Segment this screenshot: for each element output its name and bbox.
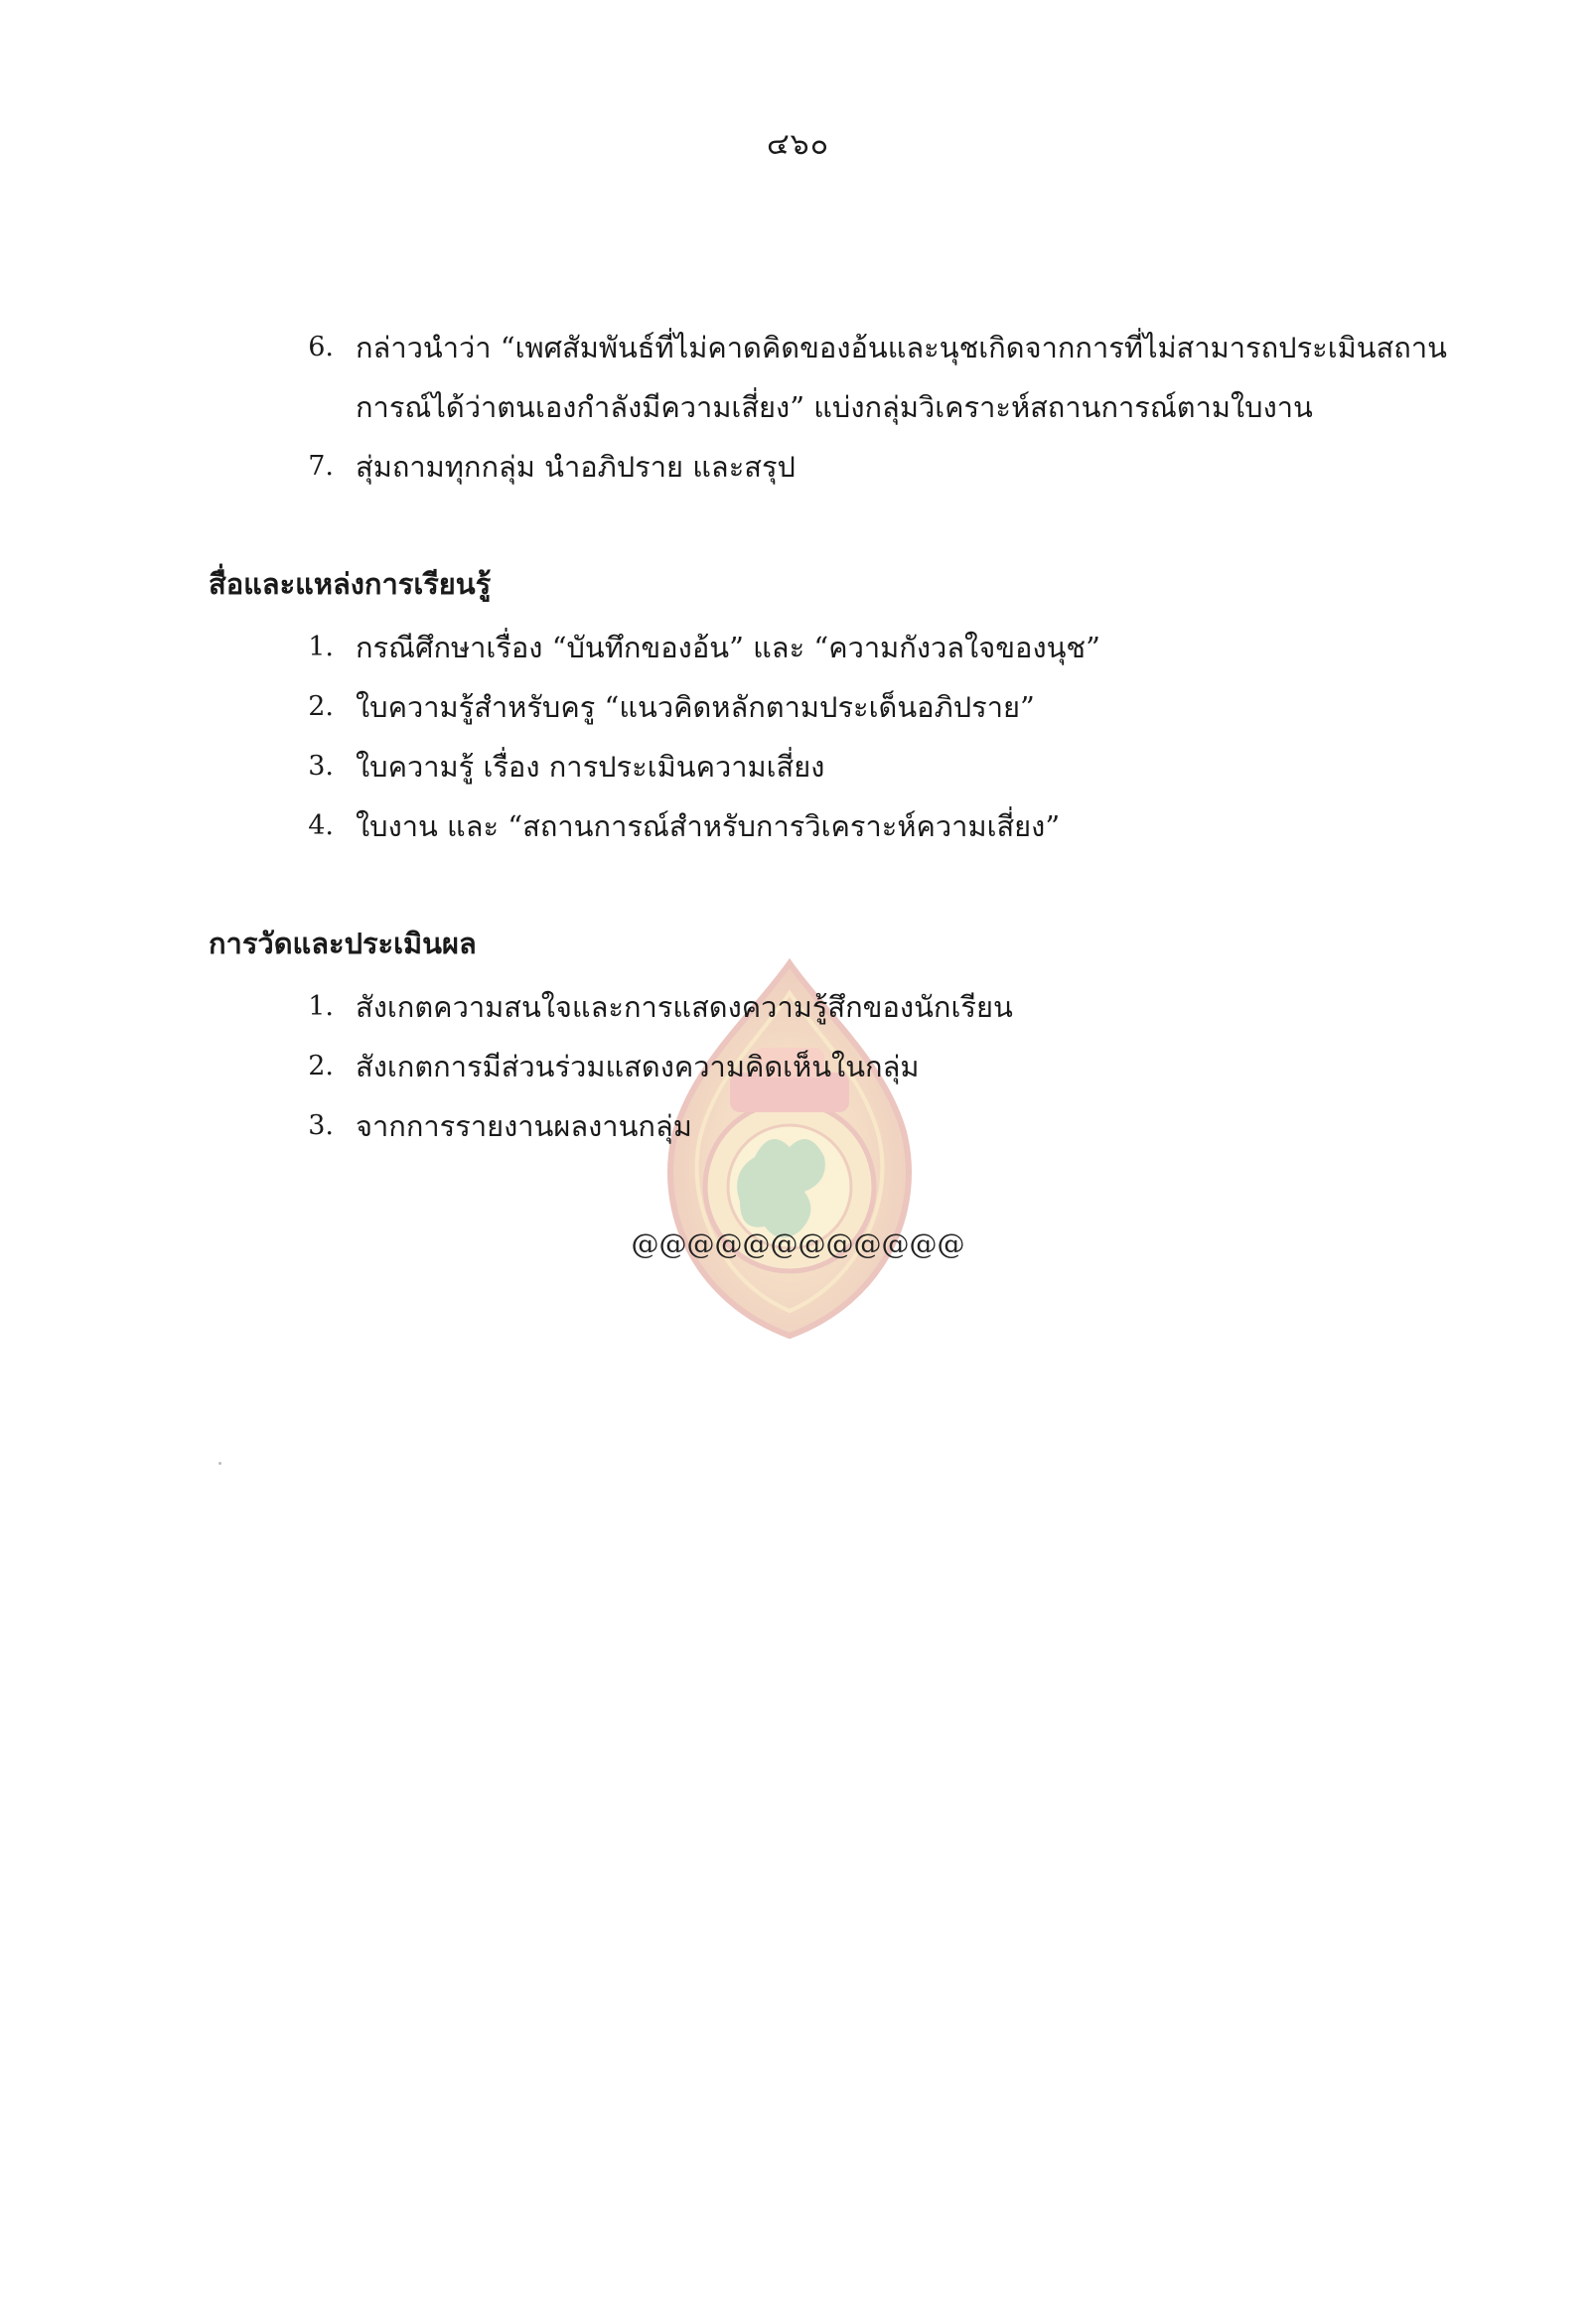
list-item-text-continued: การณ์ได้ว่าตนเองกำลังมีความเสี่ยง” แบ่งกลุ่มวิเคราะห์สถานการณ์ตามใบงาน	[356, 390, 1313, 424]
media-heading: สื่อและแหล่งการเรียนรู้	[209, 567, 492, 601]
scan-speck	[218, 1462, 221, 1465]
list-item-text: สุ่มถามทุกกลุ่ม นำอภิปราย และสรุป	[356, 450, 796, 484]
list-item-number: 2.	[308, 691, 334, 722]
list-item-text: สังเกตความสนใจและการแสดงความรู้สึกของนักเรียน	[356, 990, 1013, 1024]
list-item-number: 3.	[308, 1110, 334, 1141]
list-item-text: สังเกตการมีส่วนร่วมแสดงความคิดเห็นในกลุ่ม	[356, 1050, 920, 1083]
list-item-number: 1.	[308, 632, 334, 662]
list-item-number: 2.	[308, 1051, 334, 1081]
list-item-number: 7.	[308, 451, 334, 482]
evaluation-heading: การวัดและประเมินผล	[209, 927, 477, 960]
list-item-text: จากการรายงานผลงานกลุ่ม	[356, 1109, 692, 1143]
list-item-number: 6.	[308, 332, 334, 362]
list-item-text: ใบงาน และ “สถานการณ์สำหรับการวิเคราะห์ความเสี่ยง”	[356, 809, 1061, 843]
closing-ornament: @@@@@@@@@@@@	[631, 1227, 965, 1260]
list-item-text: ใบความรู้ เรื่อง การประเมินความเสี่ยง	[356, 750, 825, 784]
list-item-number: 1.	[308, 991, 334, 1022]
list-item-text: กล่าวนำว่า “เพศสัมพันธ์ที่ไม่คาดคิดของอ้นและนุชเกิดจากการที่ไม่สามารถประเมินสถาน	[356, 331, 1447, 364]
list-item-number: 4.	[308, 810, 334, 841]
list-item-number: 3.	[308, 751, 334, 782]
list-item-text: กรณีศึกษาเรื่อง “บันทึกของอ้น” และ “ความกังวลใจของนุช”	[356, 631, 1100, 664]
list-item-text: ใบความรู้สำหรับครู “แนวคิดหลักตามประเด็นอภิปราย”	[356, 690, 1035, 724]
page-number: ๔๖๐	[766, 127, 830, 162]
